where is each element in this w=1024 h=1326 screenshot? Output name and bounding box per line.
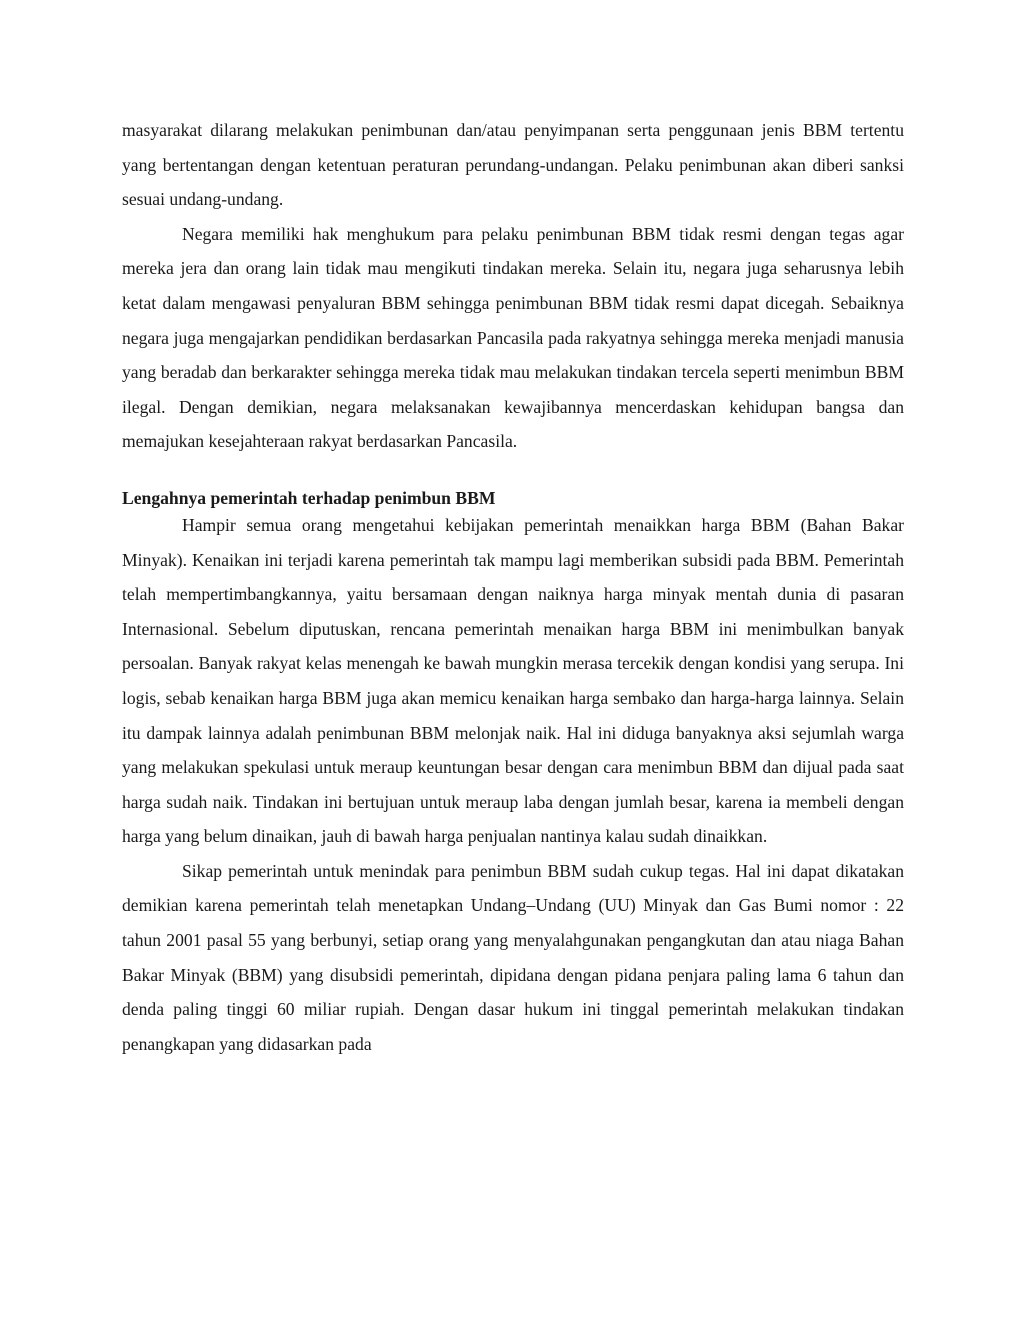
section-heading: Lengahnya pemerintah terhadap penimbun BBM <box>122 487 496 508</box>
paragraph-kenaikan-harga: Hampir semua orang mengetahui kebijakan pemerintah menaikkan harga BBM (Bahan Bakar Minyak). Kenaikan ini terjadi karena pemerintah tak mampu lagi memberikan subsidi pada BBM. Pemerintah telah mempertimbangkannya, yaitu bersamaan dengan naiknya harga minyak mentah dunia di pasaran Internasional. Sebelum diputuskan, rencana pemerintah menaikan harga BBM ini menimbulkan banyak persoalan. Banyak rakyat kelas menengah ke bawah mungkin merasa tercekik dengan kondisi yang serupa. Ini logis, sebab kenaikan harga BBM juga akan memicu kenaikan harga sembako dan harga-harga lainnya. Selain itu dampak lainnya adalah penimbunan BBM melonjak naik. Hal ini diduga banyaknya aksi sejumlah warga yang melakukan spekulasi untuk meraup keuntungan besar dengan cara menimbun BBM dan dijual pada saat harga sudah naik. Tindakan ini bertujuan untuk meraup laba dengan jumlah besar, karena ia membeli dengan harga yang belum dinaikan, jauh di bawah harga penjualan nantinya kalau sudah dinaikkan. <box>122 514 904 847</box>
paragraph-sikap-pemerintah: Sikap pemerintah untuk menindak para penimbun BBM sudah cukup tegas. Hal ini dapat dikatakan demikian karena pemerintah telah menetapkan Undang–Undang (UU) Minyak dan Gas Bumi nomor : 22 tahun 2001 pasal 55 yang berbunyi, setiap orang yang menyalahgunakan pengangkutan dan atau niaga Bahan Bakar Minyak (BBM) yang disubsidi pemerintah, dipidana dengan pidana penjara paling lama 6 tahun dan denda paling tinggi 60 miliar rupiah. Dengan dasar hukum ini tinggal pemerintah melakukan tindakan penangkapan yang didasarkan pada <box>122 860 904 1054</box>
document-page <box>122 113 904 1061</box>
paragraph-continuation: masyarakat dilarang melakukan penimbunan dan/atau penyimpanan serta penggunaan jenis BBM tertentu yang bertentangan dengan ketentuan peraturan perundang-undangan. Pelaku penimbunan akan diberi sanksi sesuai undang-undang. <box>122 120 904 210</box>
paragraph-negara: Negara memiliki hak menghukum para pelaku penimbunan BBM tidak resmi dengan tegas agar mereka jera dan orang lain tidak mau mengikuti tindakan mereka. Selain itu, negara juga seharusnya lebih ketat dalam mengawasi penyaluran BBM sehingga penimbunan BBM tidak resmi dapat dicegah. Sebaiknya negara juga mengajarkan pendidikan berdasarkan Pancasila pada rakyatnya sehingga mereka menjadi manusia yang beradab dan berkarakter sehingga mereka tidak mau melakukan tindakan tercela seperti menimbun BBM ilegal. Dengan demikian, negara melaksanakan kewajibannya mencerdaskan kehidupan bangsa dan memajukan kesejahteraan rakyat berdasarkan Pancasila. <box>122 223 904 452</box>
